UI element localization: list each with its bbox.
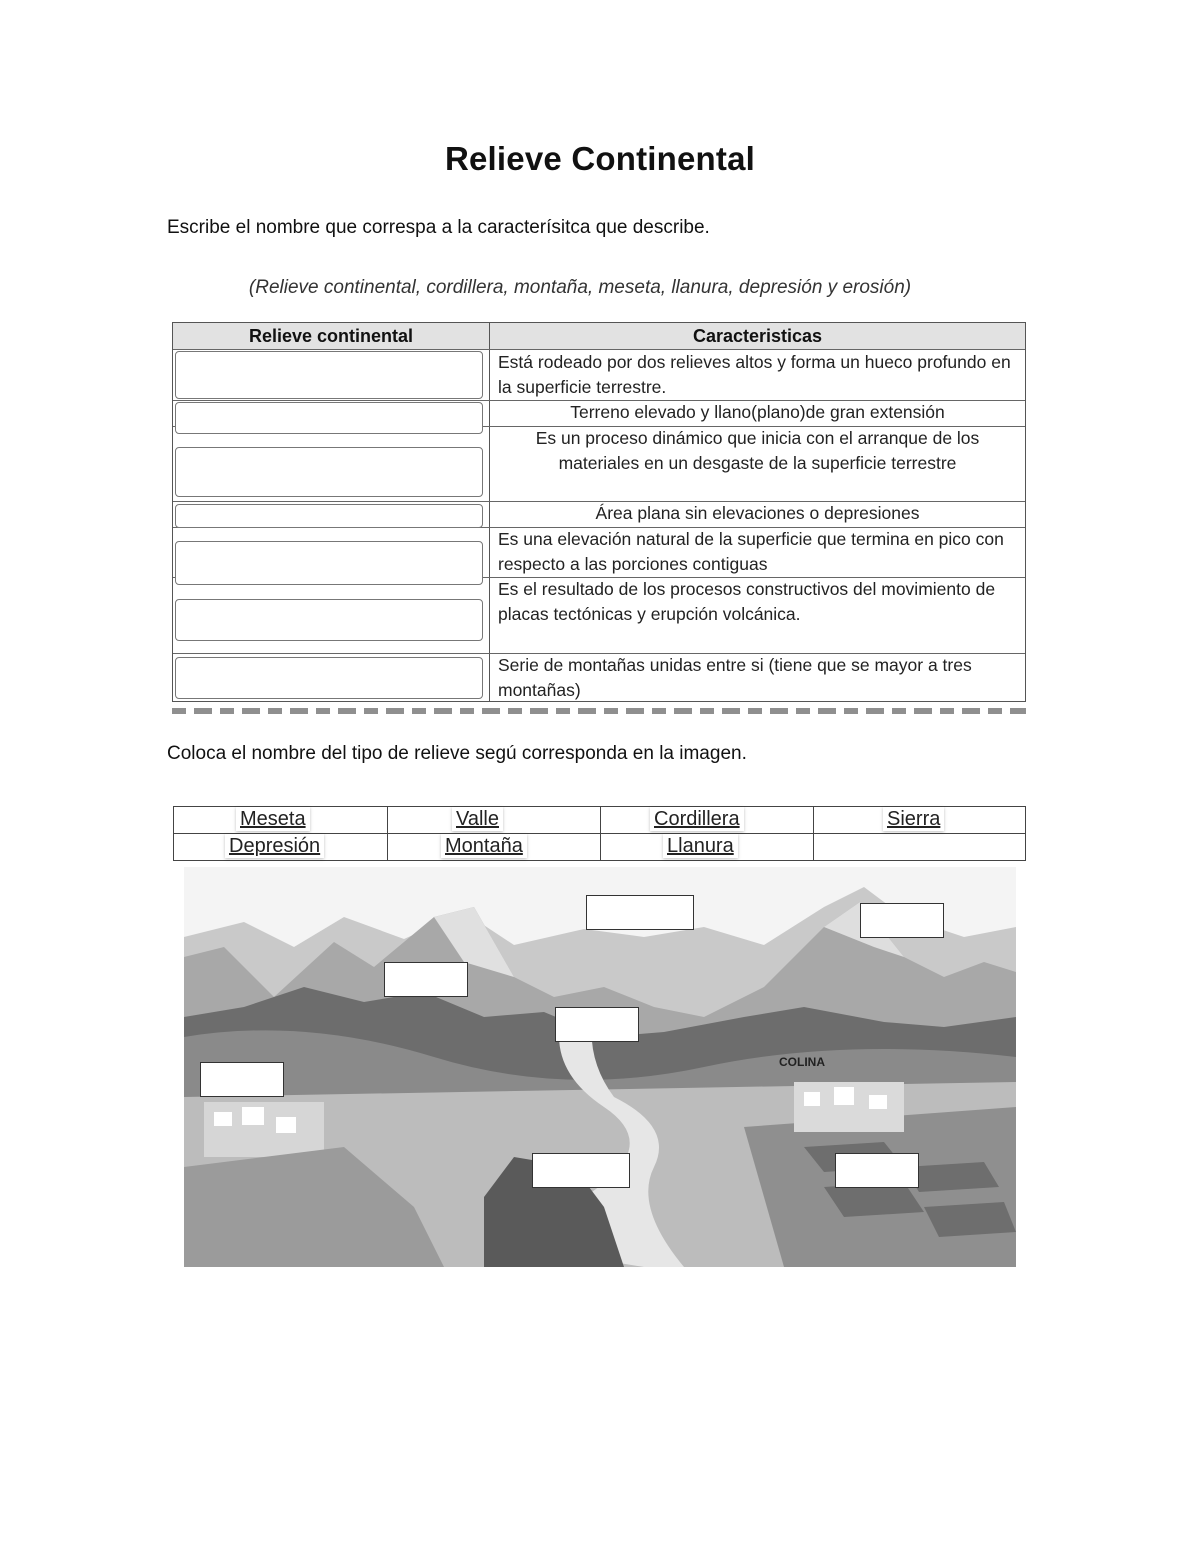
word-chip[interactable]: Valle (452, 807, 503, 831)
answer-field[interactable] (175, 351, 483, 399)
relief-table (172, 322, 1026, 702)
word-chip[interactable]: Meseta (236, 807, 310, 831)
word-chip[interactable]: Montaña (441, 834, 527, 858)
cut-off-text (172, 702, 1026, 714)
header-relief: Relieve continental (173, 323, 489, 349)
label-box[interactable] (860, 903, 944, 938)
characteristic-row: Es una elevación natural de la superficie que termina en pico con respecto a las porciones contiguas (498, 529, 1004, 574)
label-box[interactable] (532, 1153, 630, 1188)
label-box[interactable] (835, 1153, 919, 1188)
instruction-2: Coloca el nombre del tipo de relieve segú corresponda en la imagen. (167, 743, 747, 764)
instruction-1: Escribe el nombre que correspa a la caracterísitca que describe. (167, 217, 710, 238)
word-list: (Relieve continental, cordillera, montaña, meseta, llanura, depresión y erosión) (248, 277, 912, 298)
answer-field[interactable] (175, 599, 483, 641)
characteristic-row: Serie de montañas unidas entre si (tiene que se mayor a tres montañas) (498, 655, 972, 700)
label-box[interactable] (586, 895, 694, 930)
page-title: Relieve Continental (444, 140, 756, 177)
answer-field[interactable] (175, 447, 483, 497)
characteristic-row: Terreno elevado y llano(plano)de gran extensión (570, 402, 945, 422)
label-box[interactable] (384, 962, 468, 997)
answer-field[interactable] (175, 541, 483, 585)
colina-label: COLINA (779, 1055, 825, 1069)
characteristic-row: Área plana sin elevaciones o depresiones (595, 503, 920, 523)
answer-field[interactable] (175, 402, 483, 434)
label-box[interactable] (200, 1062, 284, 1097)
word-chip[interactable]: Cordillera (650, 807, 744, 831)
label-box[interactable] (555, 1007, 639, 1042)
characteristic-row: Está rodeado por dos relieves altos y forma un hueco profundo en la superficie terrestre. (498, 352, 1011, 397)
answer-field[interactable] (175, 504, 483, 528)
word-chip[interactable]: Depresión (225, 834, 324, 858)
word-chip[interactable]: Llanura (663, 834, 738, 858)
characteristic-row: Es un proceso dinámico que inicia con el arranque de los materiales en un desgaste de la superficie terrestre (535, 428, 980, 473)
answer-field[interactable] (175, 657, 483, 699)
word-chip[interactable]: Sierra (883, 807, 944, 831)
header-characteristics: Caracteristicas (490, 323, 1025, 349)
landscape-illustration (184, 867, 1016, 1267)
characteristic-row: Es el resultado de los procesos constructivos del movimiento de placas tectónicas y erupción volcánica. (498, 579, 996, 624)
